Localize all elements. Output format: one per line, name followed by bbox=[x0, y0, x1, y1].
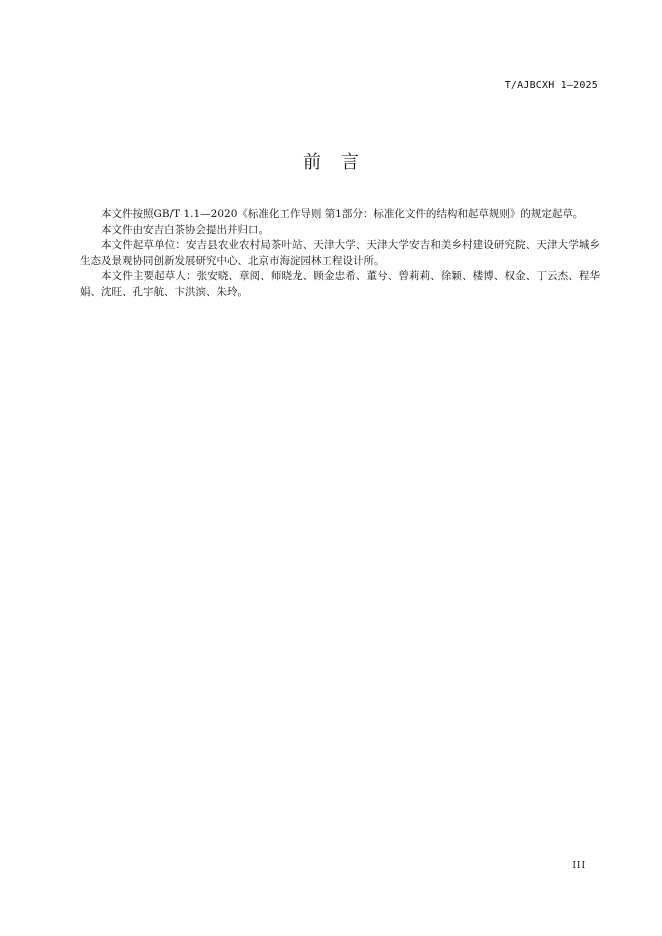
document-code: T/AJBCXH 1—2025 bbox=[504, 80, 598, 91]
paragraph-drafting-rules: 本文件按照GB/T 1.1—2020《标准化工作导则 第1部分：标准化文件的结构和起草规则》的规定起草。 bbox=[101, 208, 584, 220]
paragraph-proposer: 本文件由安吉白茶协会提出并归口。 bbox=[101, 223, 269, 236]
page-title: 前言 bbox=[303, 152, 379, 173]
foreword-body bbox=[80, 207, 600, 300]
paragraph-drafters: 本文件主要起草人：张安晓、章阅、师晓龙、顾金忠希、董兮、曾莉莉、徐颖、楼博、权金、丁云杰、程华娟、沈旺、孔宇航、卞洪滨、朱玲。 bbox=[80, 270, 600, 298]
page-number: III bbox=[572, 861, 586, 871]
paragraph-drafting-units: 本文件起草单位：安吉县农业农村局茶叶站、天津大学、天津大学安吉和美乡村建设研究院、天津大学城乡生态及景观协同创新发展研究中心、北京市海淀园林工程设计所。 bbox=[80, 239, 600, 267]
